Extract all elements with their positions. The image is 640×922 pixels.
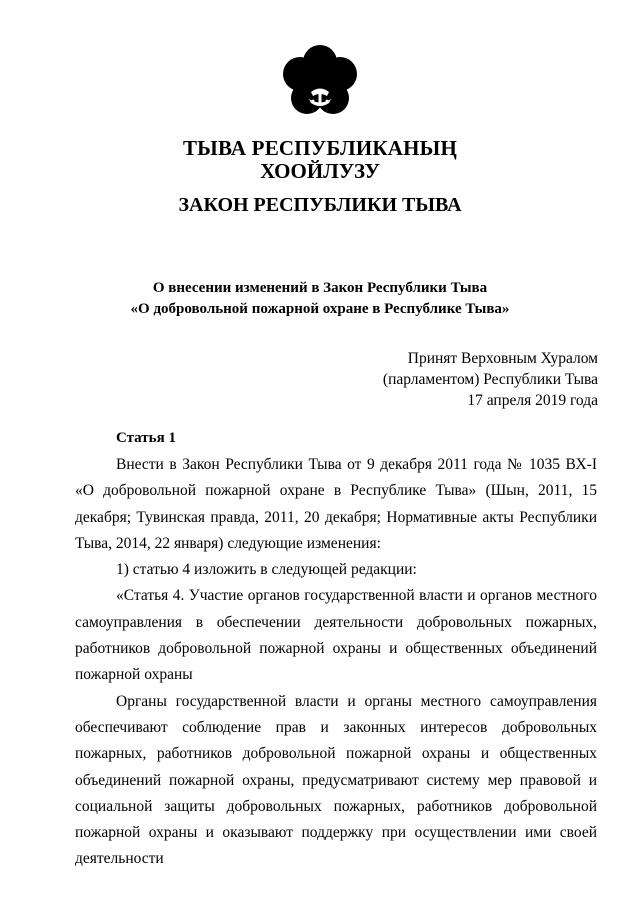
adoption-line-2: (парламентом) Республики Тыва <box>382 371 598 388</box>
article-body <box>75 452 597 922</box>
adoption-line-1: Принят Верховным Хуралом <box>407 350 598 367</box>
paragraph-3: «Статья 4. Участие органов государственной власти и органов местного самоуправления в обеспечении деятельности добровольных пожарных, работников добровольной пожарной охраны и общественных объединений пожарной охраны <box>75 587 597 684</box>
document-title-line-2: «О добровольной пожарной охране в Республике Тыва» <box>130 301 510 317</box>
document-title-line-1: О внесении изменений в Закон Республики Тыва <box>152 280 488 296</box>
adoption-block <box>383 348 598 411</box>
paragraph-2: 1) статью 4 изложить в следующей редакции: <box>116 561 417 579</box>
adoption-date: 17 апреля 2019 года <box>467 392 598 409</box>
coat-of-arms-emblem-icon <box>280 44 360 122</box>
paragraph-4: Органы государственной власти и органы местного самоуправления обеспечивают соблюдение прав и законных интересов добровольных пожарных, работников добровольной пожарной охраны и общественных объединений пожарной охраны, предусматривают систему мер правовой и социальной защиты добровольных пожарных, работников добровольной пожарной охраны и оказывают поддержку при осуществлении ими своей деятельности <box>75 692 597 868</box>
law-title: ЗАКОН РЕСПУБЛИКИ ТЫВА <box>178 194 462 216</box>
header-line-1: ТЫВА РЕСПУБЛИКАНЫҢ <box>182 136 458 160</box>
header-line-2: ХООЙЛУЗУ <box>260 159 380 183</box>
article-heading: Статья 1 <box>116 430 176 446</box>
paragraph-1: Внести в Закон Республики Тыва от 9 декабря 2011 года № 1035 ВХ-I «О добровольной пожарной охране в Республике Тыва» (Шын, 2011, 15 декабря; Тувинская правда, 2011, 20 декабря; Нормативные акты Республики Тыва, 2014, 22 января) следующие изменения: <box>75 456 597 552</box>
